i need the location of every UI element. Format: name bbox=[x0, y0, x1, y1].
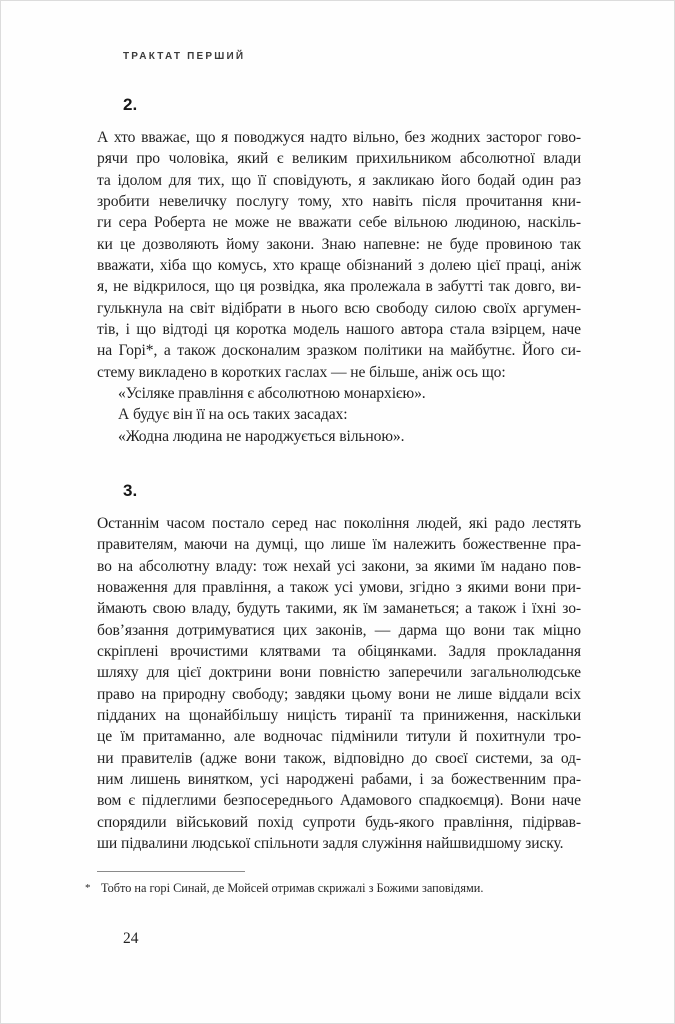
text-line: це їм притаманно, але водночас підмінили титули й похитнули тро- bbox=[97, 728, 581, 746]
page-number: 24 bbox=[123, 930, 139, 947]
text-line: «Усіляке правління є абсолютною монархією». bbox=[118, 385, 426, 402]
text-line: підданих на щонайбільшу ницість тиранії та приниження, наскільки bbox=[97, 707, 581, 725]
text-line: право на природну свободу; завдяки цьому вони не лише віддали всіх bbox=[97, 685, 581, 703]
footnote bbox=[85, 880, 581, 896]
text-line: ги сера Роберта не може не вважати себе вільною людиною, наскіль- bbox=[97, 214, 581, 232]
text-line: скріплені врочистими клятвами та обіцянками. Задля прокладання bbox=[97, 643, 581, 661]
paragraph-section-2 bbox=[97, 127, 581, 383]
text-line: гулькнула на світ відібрати в нього всю свободу силою своїх аргумен- bbox=[97, 299, 581, 317]
text-line: спорядили військовий похід супроти будь-якого правління, підірвав- bbox=[97, 813, 581, 831]
text-line: ймають свою владу, будуть такими, як їм заманеться; а також і їхні зо- bbox=[97, 600, 581, 618]
text-line: новаження для правління, а також усі умови, згідно з якими вони при- bbox=[97, 579, 581, 597]
text-line: стему викладено в коротких гаслах — не більше, аніж ось що: bbox=[97, 363, 506, 381]
text-line: А будує він її на ось таких засадах: bbox=[118, 406, 348, 424]
text-line: тів, і що відтоді ця коротка модель нашого автора стала взірцем, наче bbox=[97, 321, 581, 339]
text-line: на Горі*, а також досконалим зразком політики на майбутнє. Його си- bbox=[97, 342, 581, 360]
text-line: вважати, хіба що комусь, хто краще обізнаний з долею цієї праці, аніж bbox=[97, 257, 581, 275]
running-header: ТРАКТАТ ПЕРШИЙ bbox=[123, 51, 246, 62]
text-line: Останнім часом постало серед нас покоління людей, які радо лестять bbox=[97, 515, 581, 532]
text-line: ни правителів (адже вони також, відповідно до своєї системи, за од- bbox=[97, 749, 581, 767]
text-line: «Жодна людина не народжується вільною». bbox=[118, 427, 405, 445]
section-number-3: 3. bbox=[123, 481, 138, 500]
section-number-2: 2. bbox=[123, 95, 138, 114]
text-line: шляху для цієї доктрини вони повністю заперечили загальнолюдське bbox=[97, 664, 581, 682]
text-line: ши підвалини людської спільноти задля служіння найшвидшому зиску. bbox=[97, 835, 564, 853]
footnote-marker: * bbox=[85, 882, 91, 894]
text-line: вом є підлеглими безпосереднього Адамового спадкоємця). Вони наче bbox=[97, 792, 581, 810]
text-line: А хто вважає, що я поводжуся надто вільно, без жодних засторог гово- bbox=[97, 129, 581, 146]
footnote-rule bbox=[97, 871, 245, 872]
text-line: я, не відкрилося, що ця розвідка, яка пролежала в забутті так довго, ви- bbox=[97, 278, 581, 296]
text-line: зробити невеличку послугу тому, хто навіть після прочитання кни- bbox=[97, 193, 581, 211]
text-line: ним лишень винятком, усі народжені рабами, і за божественним пра- bbox=[97, 771, 581, 789]
text-line: та ідолом для тих, що її сповідують, я закликаю його бодай один раз bbox=[97, 171, 581, 189]
text-line: правителям, маючи на думці, що лише їм належить божественне пра- bbox=[97, 536, 581, 554]
quote-lines bbox=[97, 383, 581, 447]
text-line: бов’язання дотримуватися цих законів, — дарма що вони так міцно bbox=[97, 621, 581, 639]
text-line: рячи про чоловіка, який є великим прихильником абсолютної влади bbox=[97, 150, 581, 168]
footnote-text: Тобто на горі Синай, де Мойсей отримав скрижалі з Божими заповідями. bbox=[101, 881, 484, 895]
text-line: во на абсолютну владу: тож нехай усі закони, за якими їм надано пов- bbox=[97, 557, 581, 575]
text-line: ки це дозволяють йому закони. Знаю напевне: не буде провиною так bbox=[97, 235, 581, 253]
paragraph-section-3 bbox=[97, 513, 581, 855]
